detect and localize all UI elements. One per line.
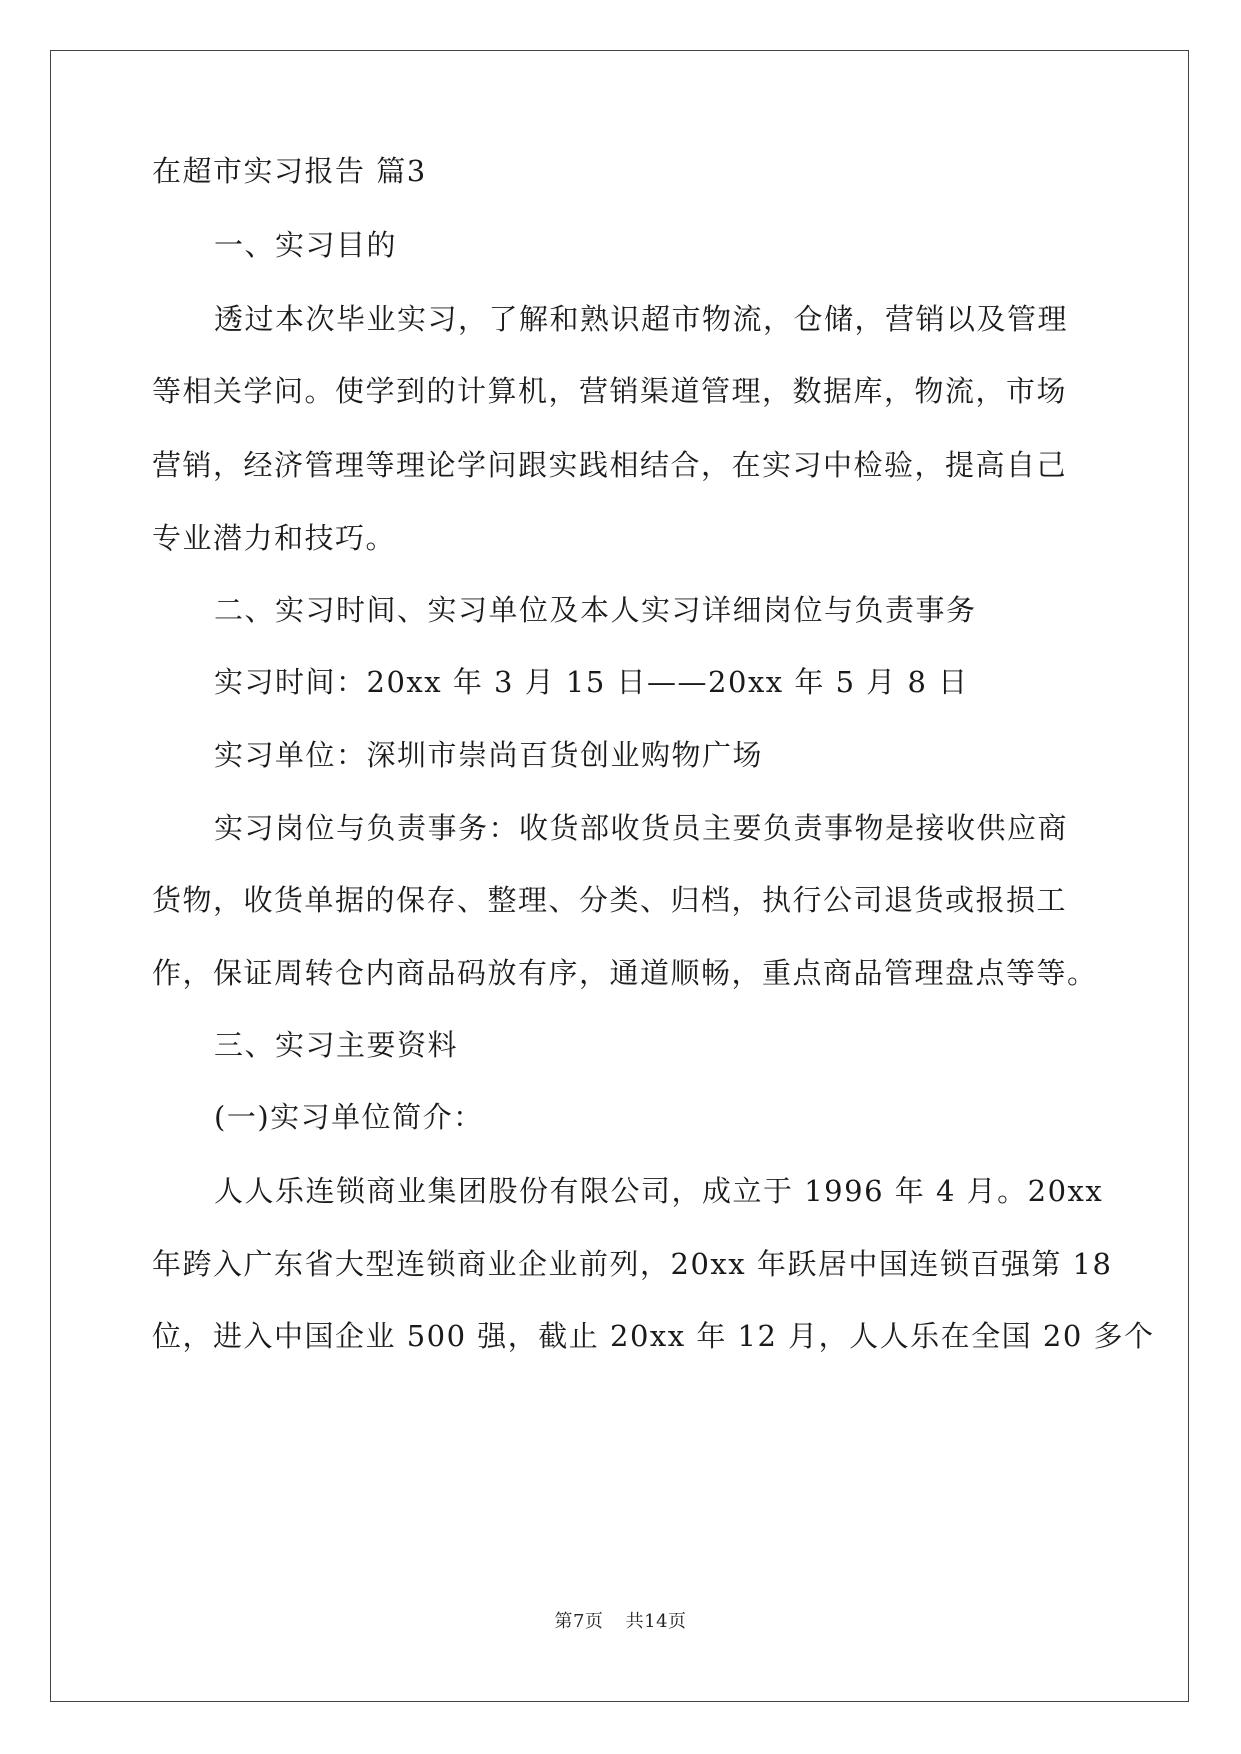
paragraph-line: 年跨入广东省大型连锁商业企业前列，20xx 年跃居中国连锁百强第 18 — [152, 1247, 1113, 1281]
paragraph-line: 位，进入中国企业 500 强，截止 20xx 年 12 月，人人乐在全国 20 多个 — [152, 1319, 1155, 1353]
subsection-heading: (一)实习单位简介： — [214, 1100, 484, 1134]
paragraph-line: 实习时间：20xx 年 3 月 15 日——20xx 年 5 月 8 日 — [214, 665, 969, 699]
page-border — [50, 50, 1189, 1702]
paragraph-line: 实习岗位与负责事务：收货部收货员主要负责事物是接收供应商 — [214, 811, 1069, 845]
section-heading-purpose: 一、实习目的 — [214, 228, 398, 262]
paragraph-line: 实习单位：深圳市崇尚百货创业购物广场 — [214, 738, 764, 772]
page-number-current: 第7页 — [554, 1611, 604, 1632]
paragraph-line: 人人乐连锁商业集团股份有限公司，成立于 1996 年 4 月。20xx — [214, 1174, 1104, 1208]
paragraph-line: 专业潜力和技巧。 — [152, 521, 397, 555]
page-footer — [0, 1607, 1241, 1633]
paragraph-line: 透过本次毕业实习，了解和熟识超市物流，仓储，营销以及管理 — [214, 302, 1069, 336]
paragraph-line: 货物，收货单据的保存、整理、分类、归档，执行公司退货或报损工 — [152, 883, 1068, 917]
paragraph-line: 作，保证周转仓内商品码放有序，通道顺畅，重点商品管理盘点等等。 — [152, 956, 1098, 990]
paragraph-line: 营销，经济管理等理论学问跟实践相结合，在实习中检验，提高自己 — [152, 448, 1068, 482]
document-heading: 在超市实习报告 篇3 — [152, 154, 427, 188]
section-heading-time-unit: 二、实习时间、实习单位及本人实习详细岗位与负责事务 — [214, 593, 977, 627]
paragraph-line: 等相关学问。使学到的计算机，营销渠道管理，数据库，物流，市场 — [152, 374, 1068, 408]
page-number-total: 共14页 — [625, 1611, 687, 1632]
section-heading-content: 三、实习主要资料 — [214, 1028, 459, 1062]
